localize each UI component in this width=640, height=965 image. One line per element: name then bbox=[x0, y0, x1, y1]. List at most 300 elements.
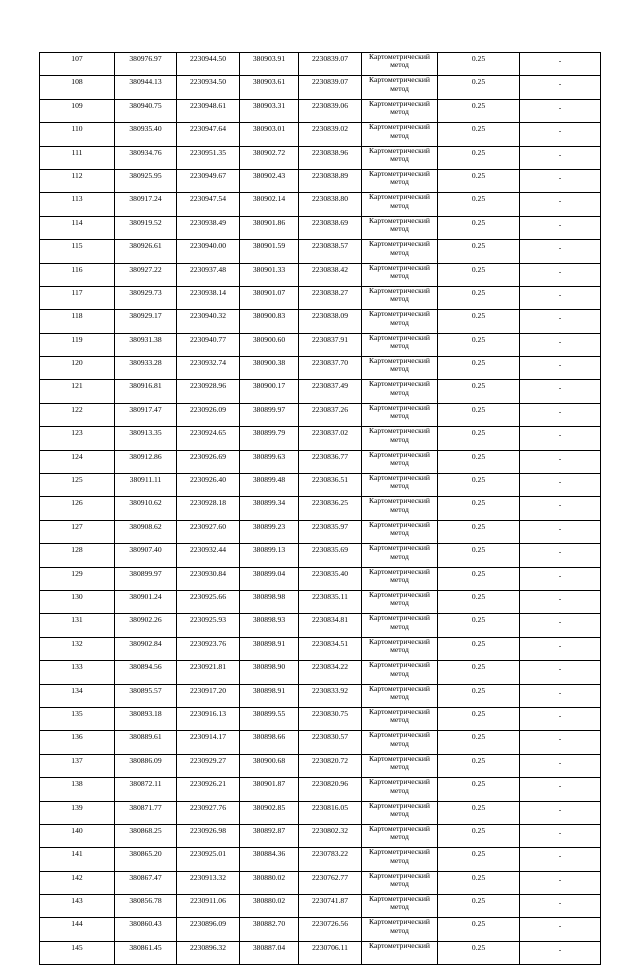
y1-cell: 2230926.40 bbox=[177, 474, 240, 497]
y1-cell: 2230927.76 bbox=[177, 801, 240, 824]
table-row bbox=[40, 286, 601, 309]
point-number-cell: 126 bbox=[40, 497, 115, 520]
y1-cell: 2230930.84 bbox=[177, 567, 240, 590]
note-cell: - bbox=[520, 403, 601, 426]
accuracy-cell: 0.25 bbox=[438, 544, 520, 567]
y1-cell: 2230925.66 bbox=[177, 590, 240, 613]
point-number-cell: 128 bbox=[40, 544, 115, 567]
y1-cell: 2230951.35 bbox=[177, 146, 240, 169]
method-cell: Картометрический метод bbox=[362, 450, 438, 473]
method-cell: Картометрический метод bbox=[362, 707, 438, 730]
y2-cell: 2230839.06 bbox=[299, 99, 362, 122]
accuracy-cell: 0.25 bbox=[438, 637, 520, 660]
method-cell: Картометрический метод bbox=[362, 474, 438, 497]
method-cell: Картометрический метод bbox=[362, 614, 438, 637]
y1-cell: 2230934.50 bbox=[177, 76, 240, 99]
note-cell: - bbox=[520, 707, 601, 730]
note-cell: - bbox=[520, 661, 601, 684]
method-cell: Картометрический метод bbox=[362, 637, 438, 660]
y1-cell: 2230948.61 bbox=[177, 99, 240, 122]
method-cell: Картометрический метод bbox=[362, 216, 438, 239]
point-number-cell: 120 bbox=[40, 357, 115, 380]
table-row bbox=[40, 497, 601, 520]
accuracy-cell: 0.25 bbox=[438, 146, 520, 169]
point-number-cell: 114 bbox=[40, 216, 115, 239]
table-row bbox=[40, 450, 601, 473]
x2-cell: 380903.91 bbox=[240, 53, 299, 76]
x1-cell: 380889.61 bbox=[115, 731, 177, 754]
method-cell: Картометрический метод bbox=[362, 918, 438, 941]
x1-cell: 380919.52 bbox=[115, 216, 177, 239]
y1-cell: 2230928.18 bbox=[177, 497, 240, 520]
table-row bbox=[40, 216, 601, 239]
method-cell: Картометрический метод bbox=[362, 731, 438, 754]
y2-cell: 2230835.69 bbox=[299, 544, 362, 567]
method-cell: Картометрический метод bbox=[362, 146, 438, 169]
x1-cell: 380893.18 bbox=[115, 707, 177, 730]
y1-cell: 2230911.06 bbox=[177, 895, 240, 918]
accuracy-cell: 0.25 bbox=[438, 53, 520, 76]
point-number-cell: 113 bbox=[40, 193, 115, 216]
accuracy-cell: 0.25 bbox=[438, 240, 520, 263]
y1-cell: 2230938.49 bbox=[177, 216, 240, 239]
y2-cell: 2230837.91 bbox=[299, 333, 362, 356]
accuracy-cell: 0.25 bbox=[438, 895, 520, 918]
y2-cell: 2230834.51 bbox=[299, 637, 362, 660]
x2-cell: 380898.93 bbox=[240, 614, 299, 637]
point-number-cell: 132 bbox=[40, 637, 115, 660]
table-row bbox=[40, 53, 601, 76]
accuracy-cell: 0.25 bbox=[438, 169, 520, 192]
x1-cell: 380927.22 bbox=[115, 263, 177, 286]
y1-cell: 2230932.74 bbox=[177, 357, 240, 380]
accuracy-cell: 0.25 bbox=[438, 474, 520, 497]
x2-cell: 380900.17 bbox=[240, 380, 299, 403]
method-cell: Картометрический метод bbox=[362, 824, 438, 847]
y2-cell: 2230839.07 bbox=[299, 76, 362, 99]
table-row bbox=[40, 263, 601, 286]
x2-cell: 380901.33 bbox=[240, 263, 299, 286]
x1-cell: 380944.13 bbox=[115, 76, 177, 99]
note-cell: - bbox=[520, 357, 601, 380]
x2-cell: 380899.63 bbox=[240, 450, 299, 473]
y2-cell: 2230741.87 bbox=[299, 895, 362, 918]
x1-cell: 380867.47 bbox=[115, 871, 177, 894]
note-cell: - bbox=[520, 754, 601, 777]
point-number-cell: 115 bbox=[40, 240, 115, 263]
note-cell: - bbox=[520, 240, 601, 263]
method-cell: Картометрический bbox=[362, 941, 438, 964]
note-cell: - bbox=[520, 778, 601, 801]
x1-cell: 380934.76 bbox=[115, 146, 177, 169]
accuracy-cell: 0.25 bbox=[438, 661, 520, 684]
accuracy-cell: 0.25 bbox=[438, 614, 520, 637]
accuracy-cell: 0.25 bbox=[438, 941, 520, 964]
x1-cell: 380917.47 bbox=[115, 403, 177, 426]
table-row bbox=[40, 824, 601, 847]
x1-cell: 380860.43 bbox=[115, 918, 177, 941]
point-number-cell: 135 bbox=[40, 707, 115, 730]
point-number-cell: 107 bbox=[40, 53, 115, 76]
point-number-cell: 141 bbox=[40, 848, 115, 871]
x2-cell: 380902.72 bbox=[240, 146, 299, 169]
point-number-cell: 121 bbox=[40, 380, 115, 403]
y1-cell: 2230927.60 bbox=[177, 520, 240, 543]
note-cell: - bbox=[520, 637, 601, 660]
x1-cell: 380933.28 bbox=[115, 357, 177, 380]
y1-cell: 2230924.65 bbox=[177, 427, 240, 450]
x1-cell: 380931.38 bbox=[115, 333, 177, 356]
point-number-cell: 133 bbox=[40, 661, 115, 684]
y2-cell: 2230838.69 bbox=[299, 216, 362, 239]
y1-cell: 2230896.32 bbox=[177, 941, 240, 964]
point-number-cell: 111 bbox=[40, 146, 115, 169]
x2-cell: 380884.36 bbox=[240, 848, 299, 871]
x1-cell: 380861.45 bbox=[115, 941, 177, 964]
y1-cell: 2230926.21 bbox=[177, 778, 240, 801]
y2-cell: 2230837.26 bbox=[299, 403, 362, 426]
y2-cell: 2230836.51 bbox=[299, 474, 362, 497]
point-number-cell: 123 bbox=[40, 427, 115, 450]
table-row bbox=[40, 778, 601, 801]
method-cell: Картометрический метод bbox=[362, 357, 438, 380]
y2-cell: 2230783.22 bbox=[299, 848, 362, 871]
table-row bbox=[40, 801, 601, 824]
note-cell: - bbox=[520, 146, 601, 169]
accuracy-cell: 0.25 bbox=[438, 76, 520, 99]
point-number-cell: 138 bbox=[40, 778, 115, 801]
y2-cell: 2230838.09 bbox=[299, 310, 362, 333]
table-row bbox=[40, 614, 601, 637]
x1-cell: 380872.11 bbox=[115, 778, 177, 801]
note-cell: - bbox=[520, 123, 601, 146]
y1-cell: 2230923.76 bbox=[177, 637, 240, 660]
x2-cell: 380898.91 bbox=[240, 684, 299, 707]
y2-cell: 2230839.02 bbox=[299, 123, 362, 146]
table-body bbox=[40, 53, 601, 965]
y1-cell: 2230944.50 bbox=[177, 53, 240, 76]
x2-cell: 380899.48 bbox=[240, 474, 299, 497]
accuracy-cell: 0.25 bbox=[438, 754, 520, 777]
x2-cell: 380887.04 bbox=[240, 941, 299, 964]
y1-cell: 2230940.32 bbox=[177, 310, 240, 333]
y2-cell: 2230838.89 bbox=[299, 169, 362, 192]
note-cell: - bbox=[520, 193, 601, 216]
accuracy-cell: 0.25 bbox=[438, 310, 520, 333]
note-cell: - bbox=[520, 333, 601, 356]
y1-cell: 2230926.69 bbox=[177, 450, 240, 473]
point-number-cell: 130 bbox=[40, 590, 115, 613]
point-number-cell: 110 bbox=[40, 123, 115, 146]
table-row bbox=[40, 520, 601, 543]
y2-cell: 2230836.77 bbox=[299, 450, 362, 473]
y2-cell: 2230835.11 bbox=[299, 590, 362, 613]
y2-cell: 2230802.32 bbox=[299, 824, 362, 847]
method-cell: Картометрический метод bbox=[362, 333, 438, 356]
method-cell: Картометрический метод bbox=[362, 520, 438, 543]
table-row bbox=[40, 240, 601, 263]
y1-cell: 2230928.96 bbox=[177, 380, 240, 403]
accuracy-cell: 0.25 bbox=[438, 427, 520, 450]
note-cell: - bbox=[520, 941, 601, 964]
table-row bbox=[40, 474, 601, 497]
y2-cell: 2230834.81 bbox=[299, 614, 362, 637]
note-cell: - bbox=[520, 918, 601, 941]
point-number-cell: 117 bbox=[40, 286, 115, 309]
x1-cell: 380871.77 bbox=[115, 801, 177, 824]
point-number-cell: 129 bbox=[40, 567, 115, 590]
y1-cell: 2230937.48 bbox=[177, 263, 240, 286]
table-row bbox=[40, 871, 601, 894]
note-cell: - bbox=[520, 76, 601, 99]
note-cell: - bbox=[520, 801, 601, 824]
method-cell: Картометрический метод bbox=[362, 263, 438, 286]
note-cell: - bbox=[520, 286, 601, 309]
x1-cell: 380913.35 bbox=[115, 427, 177, 450]
accuracy-cell: 0.25 bbox=[438, 848, 520, 871]
table-row bbox=[40, 123, 601, 146]
x2-cell: 380899.23 bbox=[240, 520, 299, 543]
x1-cell: 380912.86 bbox=[115, 450, 177, 473]
point-number-cell: 122 bbox=[40, 403, 115, 426]
method-cell: Картометрический метод bbox=[362, 801, 438, 824]
table-row bbox=[40, 661, 601, 684]
note-cell: - bbox=[520, 614, 601, 637]
accuracy-cell: 0.25 bbox=[438, 450, 520, 473]
x1-cell: 380902.26 bbox=[115, 614, 177, 637]
accuracy-cell: 0.25 bbox=[438, 193, 520, 216]
y2-cell: 2230833.92 bbox=[299, 684, 362, 707]
y2-cell: 2230762.77 bbox=[299, 871, 362, 894]
y1-cell: 2230917.20 bbox=[177, 684, 240, 707]
x1-cell: 380901.24 bbox=[115, 590, 177, 613]
y2-cell: 2230816.05 bbox=[299, 801, 362, 824]
accuracy-cell: 0.25 bbox=[438, 380, 520, 403]
y2-cell: 2230837.49 bbox=[299, 380, 362, 403]
y1-cell: 2230929.27 bbox=[177, 754, 240, 777]
table-row bbox=[40, 146, 601, 169]
y2-cell: 2230838.96 bbox=[299, 146, 362, 169]
method-cell: Картометрический метод bbox=[362, 544, 438, 567]
y1-cell: 2230932.44 bbox=[177, 544, 240, 567]
point-number-cell: 136 bbox=[40, 731, 115, 754]
note-cell: - bbox=[520, 520, 601, 543]
x2-cell: 380901.07 bbox=[240, 286, 299, 309]
x2-cell: 380892.87 bbox=[240, 824, 299, 847]
method-cell: Картометрический метод bbox=[362, 193, 438, 216]
y2-cell: 2230834.22 bbox=[299, 661, 362, 684]
point-number-cell: 142 bbox=[40, 871, 115, 894]
accuracy-cell: 0.25 bbox=[438, 778, 520, 801]
method-cell: Картометрический метод bbox=[362, 754, 438, 777]
accuracy-cell: 0.25 bbox=[438, 684, 520, 707]
y2-cell: 2230706.11 bbox=[299, 941, 362, 964]
y2-cell: 2230838.57 bbox=[299, 240, 362, 263]
x2-cell: 380898.91 bbox=[240, 637, 299, 660]
note-cell: - bbox=[520, 895, 601, 918]
y2-cell: 2230830.75 bbox=[299, 707, 362, 730]
table-row bbox=[40, 637, 601, 660]
method-cell: Картометрический метод bbox=[362, 848, 438, 871]
x1-cell: 380868.25 bbox=[115, 824, 177, 847]
point-number-cell: 109 bbox=[40, 99, 115, 122]
point-number-cell: 108 bbox=[40, 76, 115, 99]
y1-cell: 2230947.54 bbox=[177, 193, 240, 216]
accuracy-cell: 0.25 bbox=[438, 567, 520, 590]
x1-cell: 380929.17 bbox=[115, 310, 177, 333]
accuracy-cell: 0.25 bbox=[438, 824, 520, 847]
table-row bbox=[40, 357, 601, 380]
x2-cell: 380898.98 bbox=[240, 590, 299, 613]
x2-cell: 380902.43 bbox=[240, 169, 299, 192]
x2-cell: 380880.02 bbox=[240, 895, 299, 918]
table-row bbox=[40, 567, 601, 590]
x2-cell: 380898.66 bbox=[240, 731, 299, 754]
y2-cell: 2230726.56 bbox=[299, 918, 362, 941]
x1-cell: 380907.40 bbox=[115, 544, 177, 567]
note-cell: - bbox=[520, 567, 601, 590]
method-cell: Картометрический метод bbox=[362, 53, 438, 76]
method-cell: Картометрический метод bbox=[362, 684, 438, 707]
note-cell: - bbox=[520, 216, 601, 239]
method-cell: Картометрический метод bbox=[362, 403, 438, 426]
x2-cell: 380902.85 bbox=[240, 801, 299, 824]
point-number-cell: 112 bbox=[40, 169, 115, 192]
y1-cell: 2230925.93 bbox=[177, 614, 240, 637]
method-cell: Картометрический метод bbox=[362, 169, 438, 192]
note-cell: - bbox=[520, 53, 601, 76]
x2-cell: 380901.59 bbox=[240, 240, 299, 263]
x1-cell: 380976.97 bbox=[115, 53, 177, 76]
x1-cell: 380925.95 bbox=[115, 169, 177, 192]
x1-cell: 380902.84 bbox=[115, 637, 177, 660]
table-row bbox=[40, 99, 601, 122]
y1-cell: 2230926.09 bbox=[177, 403, 240, 426]
table-row bbox=[40, 310, 601, 333]
x1-cell: 380856.78 bbox=[115, 895, 177, 918]
y2-cell: 2230835.97 bbox=[299, 520, 362, 543]
method-cell: Картометрический метод bbox=[362, 661, 438, 684]
x1-cell: 380895.57 bbox=[115, 684, 177, 707]
x2-cell: 380880.02 bbox=[240, 871, 299, 894]
point-number-cell: 137 bbox=[40, 754, 115, 777]
y2-cell: 2230837.02 bbox=[299, 427, 362, 450]
x2-cell: 380899.97 bbox=[240, 403, 299, 426]
table-row bbox=[40, 895, 601, 918]
table-row bbox=[40, 590, 601, 613]
y1-cell: 2230940.00 bbox=[177, 240, 240, 263]
y1-cell: 2230938.14 bbox=[177, 286, 240, 309]
method-cell: Картометрический метод bbox=[362, 427, 438, 450]
x2-cell: 380899.55 bbox=[240, 707, 299, 730]
x1-cell: 380917.24 bbox=[115, 193, 177, 216]
point-number-cell: 119 bbox=[40, 333, 115, 356]
note-cell: - bbox=[520, 99, 601, 122]
y1-cell: 2230925.01 bbox=[177, 848, 240, 871]
method-cell: Картометрический метод bbox=[362, 871, 438, 894]
point-number-cell: 125 bbox=[40, 474, 115, 497]
y2-cell: 2230839.07 bbox=[299, 53, 362, 76]
method-cell: Картометрический метод bbox=[362, 286, 438, 309]
y2-cell: 2230838.42 bbox=[299, 263, 362, 286]
accuracy-cell: 0.25 bbox=[438, 520, 520, 543]
x1-cell: 380908.62 bbox=[115, 520, 177, 543]
point-number-cell: 140 bbox=[40, 824, 115, 847]
note-cell: - bbox=[520, 310, 601, 333]
y1-cell: 2230921.81 bbox=[177, 661, 240, 684]
x1-cell: 380886.09 bbox=[115, 754, 177, 777]
accuracy-cell: 0.25 bbox=[438, 216, 520, 239]
y1-cell: 2230916.13 bbox=[177, 707, 240, 730]
accuracy-cell: 0.25 bbox=[438, 497, 520, 520]
note-cell: - bbox=[520, 684, 601, 707]
y1-cell: 2230926.98 bbox=[177, 824, 240, 847]
accuracy-cell: 0.25 bbox=[438, 123, 520, 146]
note-cell: - bbox=[520, 544, 601, 567]
accuracy-cell: 0.25 bbox=[438, 357, 520, 380]
x1-cell: 380899.97 bbox=[115, 567, 177, 590]
y2-cell: 2230820.96 bbox=[299, 778, 362, 801]
x1-cell: 380894.56 bbox=[115, 661, 177, 684]
accuracy-cell: 0.25 bbox=[438, 403, 520, 426]
method-cell: Картометрический метод bbox=[362, 310, 438, 333]
point-number-cell: 139 bbox=[40, 801, 115, 824]
method-cell: Картометрический метод bbox=[362, 497, 438, 520]
x1-cell: 380929.73 bbox=[115, 286, 177, 309]
note-cell: - bbox=[520, 871, 601, 894]
table-row bbox=[40, 169, 601, 192]
note-cell: - bbox=[520, 169, 601, 192]
x2-cell: 380900.68 bbox=[240, 754, 299, 777]
y1-cell: 2230940.77 bbox=[177, 333, 240, 356]
note-cell: - bbox=[520, 848, 601, 871]
method-cell: Картометрический метод bbox=[362, 99, 438, 122]
point-number-cell: 145 bbox=[40, 941, 115, 964]
method-cell: Картометрический метод bbox=[362, 778, 438, 801]
y2-cell: 2230830.57 bbox=[299, 731, 362, 754]
x2-cell: 380899.79 bbox=[240, 427, 299, 450]
accuracy-cell: 0.25 bbox=[438, 99, 520, 122]
x2-cell: 380903.61 bbox=[240, 76, 299, 99]
x2-cell: 380900.60 bbox=[240, 333, 299, 356]
table-row bbox=[40, 544, 601, 567]
y2-cell: 2230836.25 bbox=[299, 497, 362, 520]
table-row bbox=[40, 731, 601, 754]
method-cell: Картометрический метод bbox=[362, 240, 438, 263]
note-cell: - bbox=[520, 590, 601, 613]
point-number-cell: 143 bbox=[40, 895, 115, 918]
x2-cell: 380898.90 bbox=[240, 661, 299, 684]
y2-cell: 2230838.80 bbox=[299, 193, 362, 216]
note-cell: - bbox=[520, 731, 601, 754]
x2-cell: 380901.86 bbox=[240, 216, 299, 239]
method-cell: Картометрический метод bbox=[362, 895, 438, 918]
table-row bbox=[40, 76, 601, 99]
accuracy-cell: 0.25 bbox=[438, 263, 520, 286]
note-cell: - bbox=[520, 263, 601, 286]
table-row bbox=[40, 380, 601, 403]
x1-cell: 380910.62 bbox=[115, 497, 177, 520]
accuracy-cell: 0.25 bbox=[438, 871, 520, 894]
method-cell: Картометрический метод bbox=[362, 123, 438, 146]
table-row bbox=[40, 403, 601, 426]
table-row bbox=[40, 707, 601, 730]
y1-cell: 2230913.32 bbox=[177, 871, 240, 894]
accuracy-cell: 0.25 bbox=[438, 590, 520, 613]
method-cell: Картометрический метод bbox=[362, 76, 438, 99]
coordinates-table bbox=[39, 52, 601, 965]
table-row bbox=[40, 941, 601, 964]
